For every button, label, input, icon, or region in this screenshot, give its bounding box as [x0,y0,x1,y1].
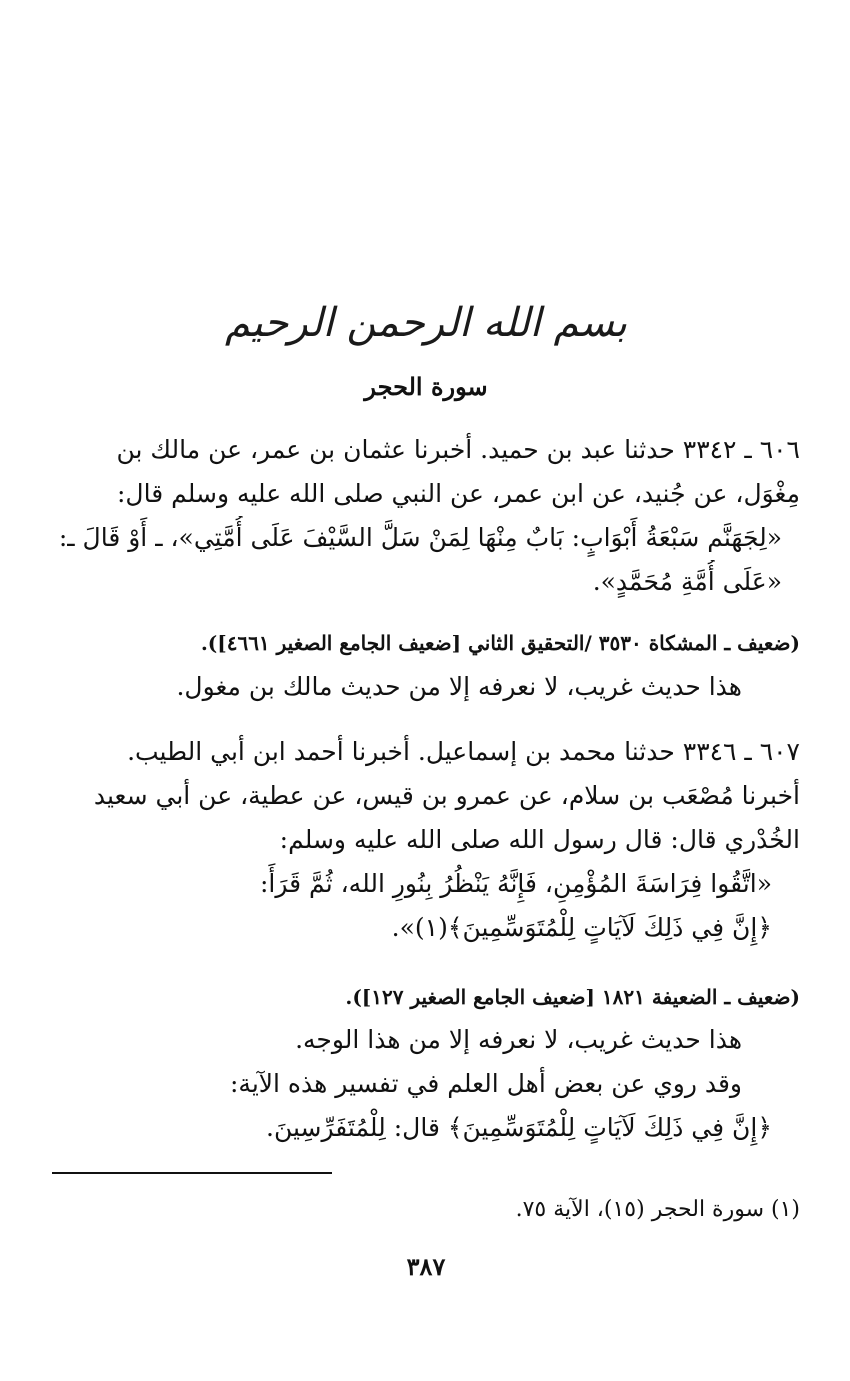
hadith-607-line-1: ٦٠٧ ـ ٣٣٤٦ حدثنا محمد بن إسماعيل. أخبرنا أحمد ابن أبي الطيب. [127,737,800,766]
hadith-607-comment-3: ﴿إِنَّ فِي ذَلِكَ لَآيَاتٍ لِلْمُتَوَسِّمِينَ﴾ قال: لِلْمُتَفَرِّسِينَ. [266,1113,772,1142]
hadith-607 [52,730,800,950]
page-number: ٣٨٧ [406,1252,446,1281]
hadith-607-grading: (ضعيف ـ الضعيفة ١٨٢١ [ضعيف الجامع الصغير ١٢٧]). [345,985,800,1009]
hadith-606-line-2: مِغْوَل، عن جُنيد، عن ابن عمر، عن النبي صلى الله عليه وسلم قال: [116,479,800,508]
hadith-607-line-3: الخُدْري قال: قال رسول الله صلى الله عليه وسلم: [279,825,800,854]
book-page [52,0,800,1381]
footnote: (١) سورة الحجر (١٥)، الآية ٧٥. [515,1197,800,1222]
surah-title: سورة الحجر [364,372,488,401]
hadith-607-grading-block [52,976,800,1150]
hadith-606-line-1: ٦٠٦ ـ ٣٣٤٢ حدثنا عبد بن حميد. أخبرنا عثمان بن عمر، عن مالك بن [116,435,800,464]
basmala-text: بسم الله الرحمن الرحيم [224,300,628,346]
hadith-606-line-4: «عَلَى أُمَّةِ مُحَمَّدٍ». [592,567,782,596]
hadith-607-line-5: ﴿إِنَّ فِي ذَلِكَ لَآيَاتٍ لِلْمُتَوَسِّمِينَ﴾(١)». [391,913,772,942]
footnote-divider [52,1172,332,1174]
hadith-606-grading-block [52,622,800,710]
hadith-607-comment-2: وقد روي عن بعض أهل العلم في تفسير هذه الآية: [230,1069,742,1098]
basmala-calligraphy [52,282,800,362]
hadith-607-comment-1: هذا حديث غريب، لا نعرفه إلا من هذا الوجه. [295,1025,742,1054]
hadith-606 [52,428,800,604]
hadith-606-grading: (ضعيف ـ المشكاة ٣٥٣٠ /التحقيق الثاني [ضعيف الجامع الصغير ٤٦٦١]). [200,631,800,655]
hadith-606-line-3: «لِجَهَنَّم سَبْعَةُ أَبْوَابٍ: بَابٌ مِنْهَا لِمَنْ سَلَّ السَّيْفَ عَلَى أُمَّتِي»، ـ أَوْ قَالَ ـ: [58,523,782,552]
hadith-606-comment: هذا حديث غريب، لا نعرفه إلا من حديث مالك بن مغول. [176,672,742,701]
hadith-607-line-2: أخبرنا مُصْعَب بن سلام، عن عمرو بن قيس، عن عطية، عن أبي سعيد [93,781,800,810]
hadith-607-line-4: «اتَّقُوا فِرَاسَةَ المُؤْمِنِ، فَإِنَّهُ يَنْظُرُ بِنُورِ الله، ثُمَّ قَرَأَ: [260,869,772,898]
